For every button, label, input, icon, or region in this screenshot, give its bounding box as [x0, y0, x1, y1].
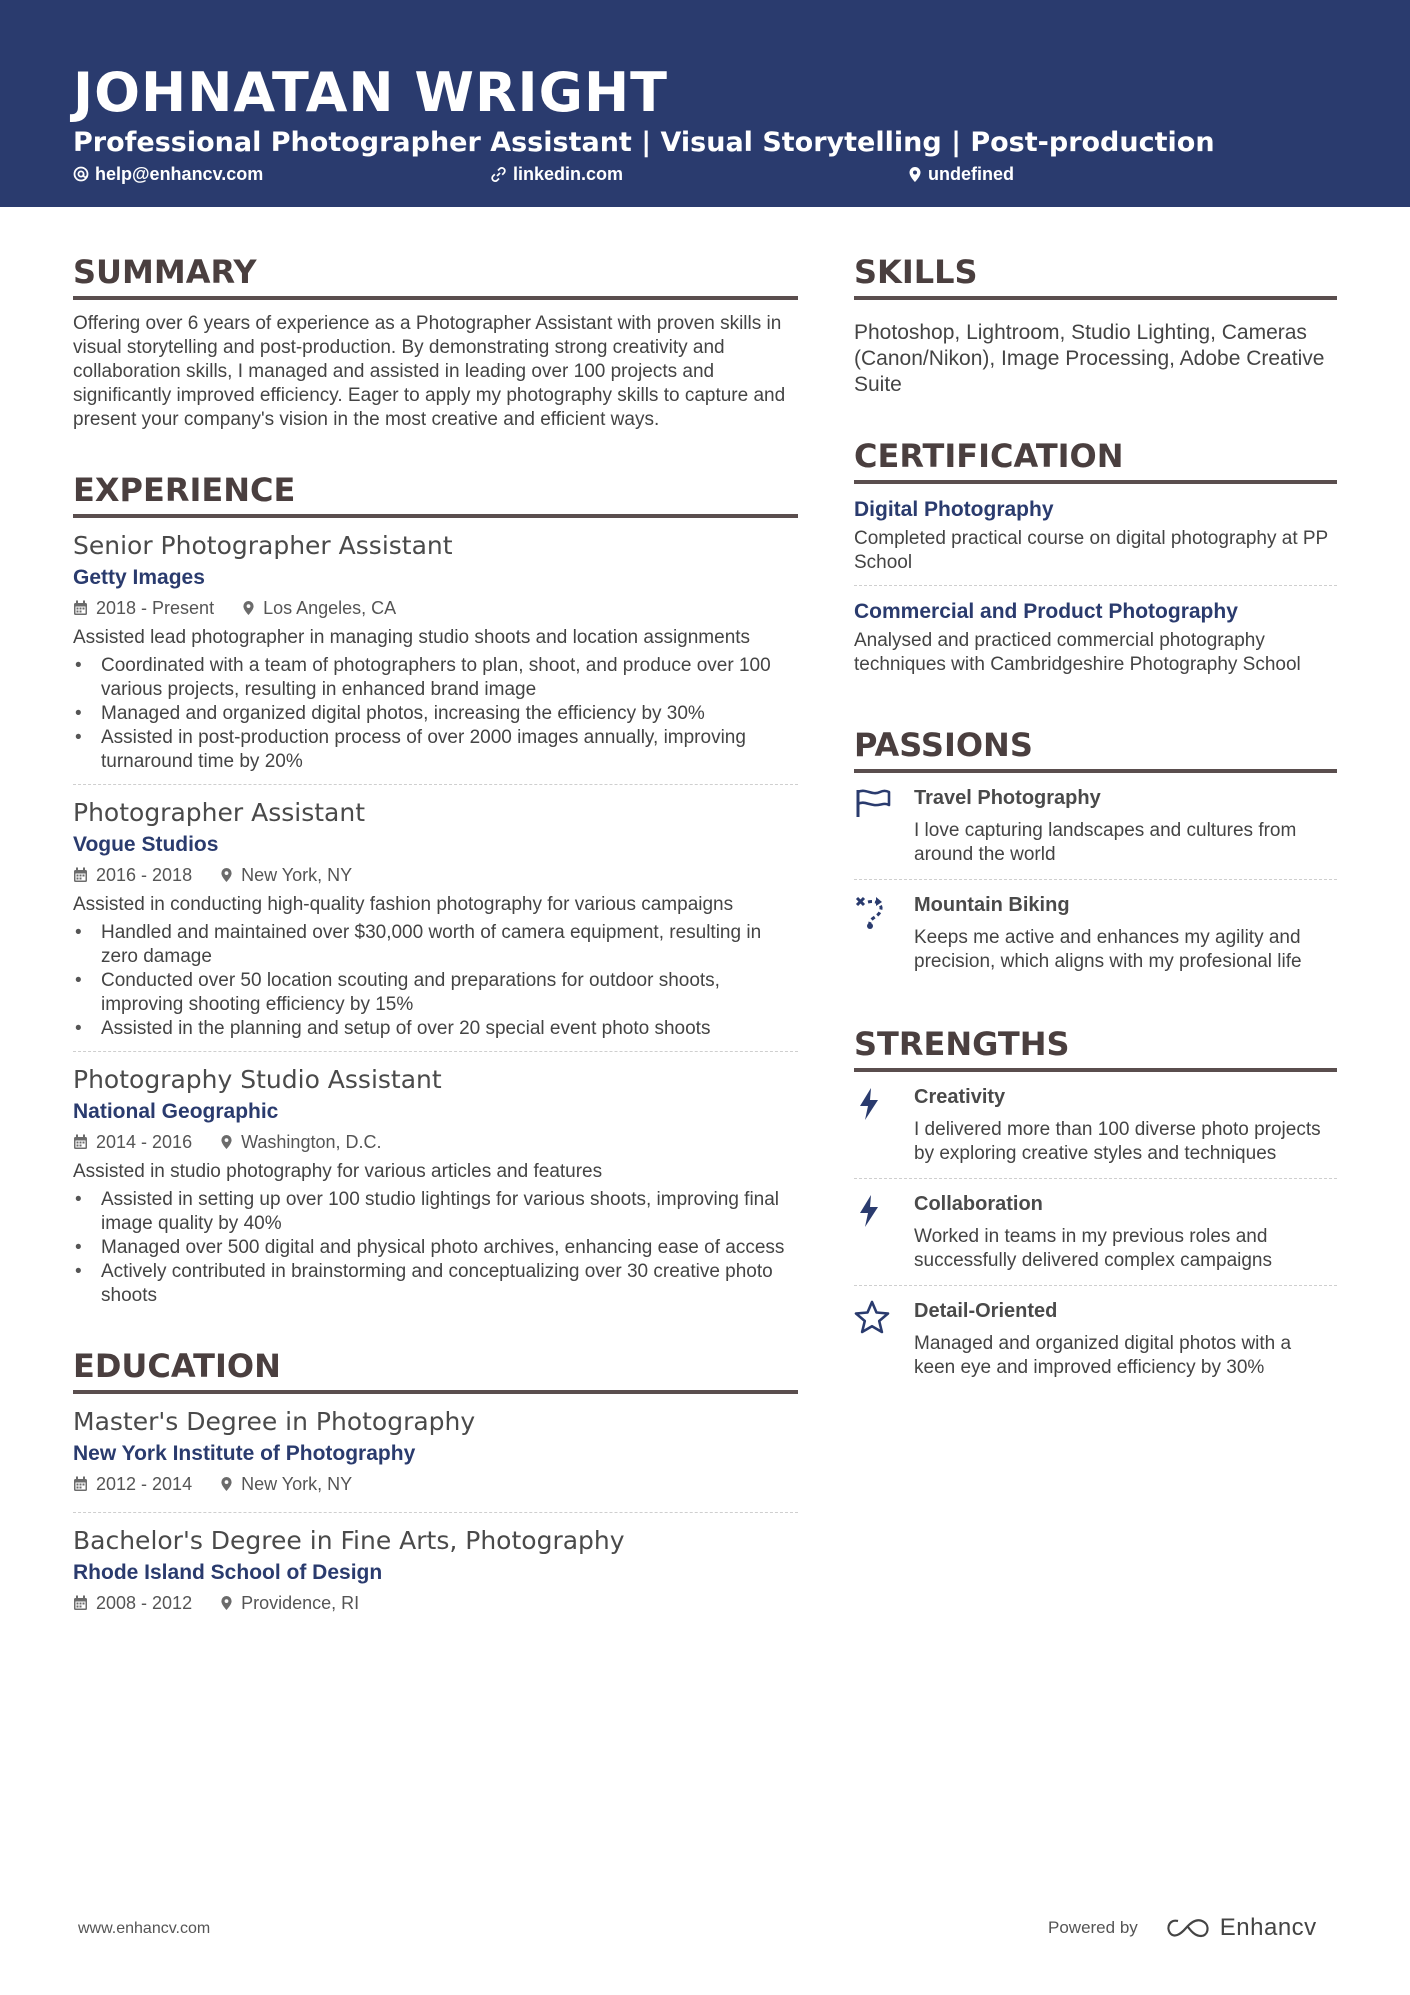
job-description: Assisted lead photographer in managing studio shoots and location assignments [73, 627, 751, 648]
achievement-item: • Assisted in setting up over 100 studio lightings for various shoots, improving final image quality by 40% [73, 1188, 798, 1236]
resume-header [0, 0, 1410, 207]
passion-title: Travel Photography [914, 787, 1101, 809]
route-icon [854, 894, 890, 930]
calendar-icon [73, 1134, 88, 1150]
at-icon [73, 166, 89, 182]
flag-icon [854, 787, 892, 819]
section-title-summary: SUMMARY [73, 252, 798, 300]
strength-title: Creativity [914, 1086, 1006, 1108]
strength-description: Managed and organized digital photos with a keen eye and improved efficiency by 30% [914, 1333, 1292, 1378]
achievement-item: • Managed over 500 digital and physical photo archives, enhancing ease of access [73, 1236, 798, 1260]
school-name: New York Institute of Photography [73, 1442, 416, 1465]
enhancv-logo-icon [1164, 1915, 1212, 1941]
achievement-item: • Conducted over 50 location scouting and preparations for outdoor shoots, improving shooting efficiency by 15% [73, 969, 798, 1017]
experience-item [73, 797, 798, 1052]
education-location: Providence, RI [241, 1593, 360, 1613]
contact-linkedin[interactable] [490, 163, 623, 185]
achievement-list [73, 1188, 798, 1308]
summary-text: Offering over 6 years of experience as a Photographer Assistant with proven skills in visual storytelling and post-production. By demonstrating strong creativity and collaboration skills, I managed and assisted in leading over 100 projects and significantly improved efficiency. Eager to apply my photography skills to capture and present your company's vision in the most creative and efficient ways. [73, 313, 786, 430]
powered-by-label: Powered by [1048, 1918, 1138, 1937]
strength-description: I delivered more than 100 diverse photo projects by exploring creative styles and techniques [914, 1119, 1321, 1164]
footer-branding [1048, 1914, 1317, 1942]
section-title-education: EDUCATION [73, 1346, 798, 1394]
left-column [73, 252, 798, 1653]
strength-item [854, 1191, 1337, 1286]
job-dates: 2018 - Present [96, 598, 215, 618]
job-location: Los Angeles, CA [263, 598, 397, 618]
skills-list: Photoshop, Lightroom, Studio Lighting, Cameras (Canon/Nikon), Image Processing, Adobe Creative Suite [854, 321, 1325, 396]
location-pin-icon [220, 867, 233, 883]
passion-title: Mountain Biking [914, 894, 1070, 916]
location-pin-icon [242, 600, 255, 616]
degree-title: Bachelor's Degree in Fine Arts, Photography [73, 1526, 625, 1555]
job-description: Assisted in conducting high-quality fashion photography for various campaigns [73, 894, 734, 915]
job-meta [73, 596, 798, 620]
contact-email[interactable] [73, 163, 263, 185]
contact-location [908, 163, 1014, 185]
passion-item [854, 892, 1337, 986]
calendar-icon [73, 1595, 88, 1611]
certification-section [854, 436, 1337, 687]
job-dates: 2014 - 2016 [96, 1132, 193, 1152]
strength-title: Collaboration [914, 1193, 1043, 1215]
education-item [73, 1406, 798, 1513]
candidate-name: JOHNATAN WRIGHT [73, 61, 668, 124]
education-item [73, 1525, 798, 1615]
linkedin-text: linkedin.com [513, 163, 624, 184]
section-title-certification: CERTIFICATION [854, 436, 1337, 484]
job-location: Washington, D.C. [241, 1132, 382, 1152]
link-icon [490, 166, 507, 183]
job-dates: 2016 - 2018 [96, 865, 193, 885]
job-description: Assisted in studio photography for various articles and features [73, 1161, 603, 1182]
headline: Professional Photographer Assistant | Visual Storytelling | Post-production [73, 127, 1215, 158]
certification-description: Completed practical course on digital photography at PP School [854, 528, 1328, 573]
school-name: Rhode Island School of Design [73, 1561, 383, 1584]
location-pin-icon [908, 166, 922, 183]
job-location: New York, NY [241, 865, 353, 885]
degree-title: Master's Degree in Photography [73, 1407, 476, 1436]
bolt-icon [854, 1086, 884, 1122]
strengths-section [854, 1024, 1337, 1392]
enhancv-brand: Enhancv [1219, 1914, 1317, 1941]
experience-item [73, 1064, 798, 1308]
education-dates: 2012 - 2014 [96, 1474, 193, 1494]
certification-item [854, 496, 1337, 586]
certification-item [854, 598, 1337, 687]
company-name: Getty Images [73, 566, 205, 589]
footer-website[interactable]: www.enhancv.com [78, 1920, 211, 1937]
section-title-passions: PASSIONS [854, 725, 1337, 773]
passions-section [854, 725, 1337, 986]
achievement-list [73, 921, 798, 1041]
calendar-icon [73, 867, 88, 883]
achievement-item: • Managed and organized digital photos, increasing the efficiency by 30% [73, 702, 798, 726]
achievement-item: • Assisted in the planning and setup of over 20 special event photo shoots [73, 1017, 798, 1041]
job-meta [73, 1130, 798, 1154]
achievement-list [73, 654, 798, 774]
strength-item [854, 1084, 1337, 1179]
certification-description: Analysed and practiced commercial photography techniques with Cambridgeshire Photography School [854, 630, 1301, 675]
strength-title: Detail-Oriented [914, 1300, 1058, 1322]
education-location: New York, NY [241, 1474, 353, 1494]
calendar-icon [73, 600, 88, 616]
passion-item [854, 785, 1337, 880]
summary-section [73, 252, 798, 432]
skills-section [854, 252, 1337, 398]
achievement-item: • Actively contributed in brainstorming and conceptualizing over 30 creative photo shoots [73, 1260, 798, 1308]
certification-title: Digital Photography [854, 498, 1054, 521]
company-name: Vogue Studios [73, 833, 219, 856]
right-column [854, 252, 1337, 1430]
bolt-icon [854, 1193, 884, 1229]
experience-section [73, 470, 798, 1308]
section-title-experience: EXPERIENCE [73, 470, 798, 518]
company-name: National Geographic [73, 1100, 279, 1123]
achievement-item: • Assisted in post-production process of over 2000 images annually, improving turnaround time by 20% [73, 726, 798, 774]
email-text: help@enhancv.com [95, 163, 264, 184]
section-title-strengths: STRENGTHS [854, 1024, 1337, 1072]
education-meta [73, 1591, 798, 1615]
job-meta [73, 863, 798, 887]
job-title: Photography Studio Assistant [73, 1065, 442, 1094]
education-section [73, 1346, 798, 1615]
location-pin-icon [220, 1476, 233, 1492]
location-pin-icon [220, 1134, 233, 1150]
job-title: Photographer Assistant [73, 798, 365, 827]
experience-item [73, 530, 798, 785]
achievement-item: • Coordinated with a team of photographers to plan, shoot, and produce over 100 various projects, resulting in enhanced brand image [73, 654, 798, 702]
passion-description: Keeps me active and enhances my agility and precision, which aligns with my profesional life [914, 927, 1302, 972]
calendar-icon [73, 1476, 88, 1492]
location-pin-icon [220, 1595, 233, 1611]
achievement-item: • Handled and maintained over $30,000 worth of camera equipment, resulting in zero damage [73, 921, 798, 969]
location-text: undefined [928, 163, 1014, 184]
passion-description: I love capturing landscapes and cultures from around the world [914, 820, 1297, 865]
education-meta [73, 1472, 798, 1496]
education-dates: 2008 - 2012 [96, 1593, 193, 1613]
job-title: Senior Photographer Assistant [73, 531, 453, 560]
section-title-skills: SKILLS [854, 252, 1337, 300]
star-icon [854, 1300, 890, 1334]
certification-title: Commercial and Product Photography [854, 600, 1238, 623]
strength-item [854, 1298, 1337, 1392]
strength-description: Worked in teams in my previous roles and successfully delivered complex campaigns [914, 1226, 1272, 1271]
